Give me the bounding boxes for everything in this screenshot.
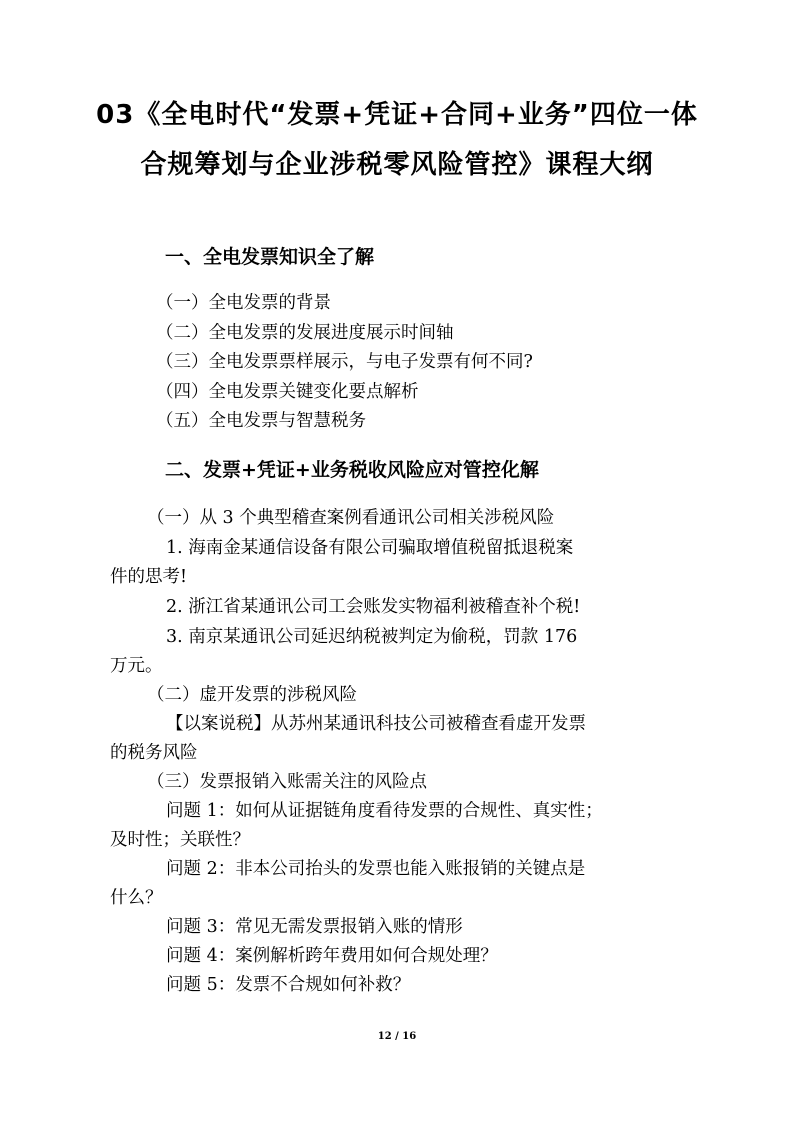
question-4: 问题 4：案例解析跨年费用如何合规处理？ (166, 946, 498, 966)
document-title-line-2: 合规筹划与企业涉税零风险管控》课程大纲 (140, 150, 654, 180)
document-title-line-1: 03《全电时代“发票+凭证+合同+业务”四位一体 (96, 100, 698, 130)
question-2-line-1: 问题 2：非本公司抬头的发票也能入账报销的关键点是 (166, 859, 586, 879)
case-2: 2. 浙江省某通讯公司工会账发实物福利被稽查补个税! (166, 597, 581, 617)
section-1-item: （三）全电发票票样展示，与电子发票有何不同? (156, 352, 533, 372)
question-2-line-2: 什么？ (110, 888, 163, 908)
section-2-subheading-3: （三）发票报销入账需关注的风险点 (147, 772, 427, 792)
page-number: 12 / 16 (377, 1031, 417, 1042)
section-1-item: （一）全电发票的背景 (156, 293, 331, 313)
case-study-line-1: 【以案说税】从苏州某通讯科技公司被稽查看虚开发票 (166, 714, 586, 734)
case-study-line-2: 的税务风险 (110, 743, 198, 763)
question-3: 问题 3：常见无需发票报销入账的情形 (166, 917, 463, 937)
section-1-item: （二）全电发票的发展进度展示时间轴 (156, 323, 454, 343)
section-1-item: （五）全电发票与智慧税务 (156, 411, 366, 431)
section-2-subheading-1: （一）从 3 个典型稽查案例看通讯公司相关涉税风险 (147, 508, 555, 528)
section-1-item: （四）全电发票关键变化要点解析 (156, 382, 419, 402)
case-1-line-2: 件的思考! (110, 567, 188, 587)
section-1-heading: 一、全电发票知识全了解 (165, 246, 375, 268)
question-5: 问题 5：发票不合规如何补救？ (166, 975, 411, 995)
case-3-line-1: 3. 南京某通讯公司延迟纳税被判定为偷税，罚款 176 (166, 627, 578, 647)
question-1-line-2: 及时性；关联性？ (110, 830, 250, 850)
case-1-line-1: 1. 海南金某通信设备有限公司骗取增值税留抵退税案 (166, 538, 574, 558)
section-2-subheading-2: （二）虚开发票的涉税风险 (147, 685, 357, 705)
case-3-line-2: 万元。 (110, 656, 163, 676)
section-2-heading: 二、发票+凭证+业务税收风险应对管控化解 (165, 459, 539, 481)
question-1-line-1: 问题 1：如何从证据链角度看待发票的合规性、真实性； (166, 801, 603, 821)
